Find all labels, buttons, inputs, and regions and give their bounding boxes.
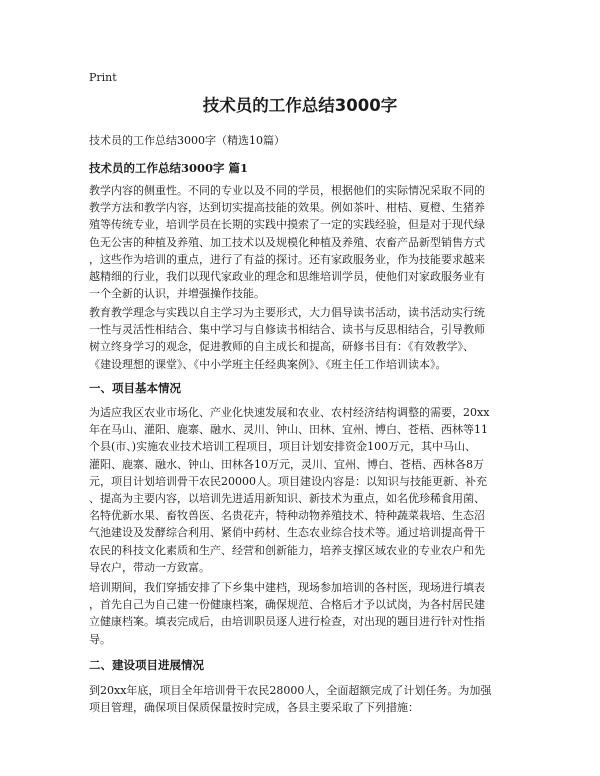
text-line: 教学方法和教学内容，达到切实提高技能的效果。例如茶叶、柑桔、夏橙、生猪养 — [89, 201, 485, 215]
section-heading-3: 二、建设项目进展情况 — [89, 658, 204, 672]
text-line: 立健康档案。填表完成后，由培训职员逐人进行检查，对出现的题目进行针对性指 — [89, 615, 485, 629]
text-line: 导农户，带动一方致富。 — [89, 560, 210, 574]
print-link[interactable]: Print — [89, 71, 117, 84]
paragraph-4 — [89, 579, 514, 648]
text-line: 、提高为主要内容，以培训先进适用新知识、新技术为重点，如名优珍稀食用菌、 — [89, 492, 485, 506]
paragraph-5 — [89, 682, 514, 716]
document-subtitle: 技术员的工作总结3000字（精选10篇） — [89, 134, 285, 147]
text-line: ，这些作为培训的重点，进行了有益的探讨。还有家政服务业，作为技能要求越来 — [89, 252, 485, 266]
text-line: ，首先自己为自己建一份健康档案，确保规范、合格后才予以试岗，为各村居民建 — [89, 598, 485, 612]
text-line: 教育教学理念与实践以自主学习为主要形式，大力倡导读书活动，读书活动实行统 — [89, 306, 485, 319]
paragraph-2 — [89, 304, 514, 373]
text-line: 树立终身学习的观念，促进教师的自主成长和提高，研修书目有：《有效教学》、 — [89, 340, 474, 354]
text-line: 一个全新的认识，并增强操作技能。 — [89, 287, 265, 301]
text-line: 色无公害的种植及养殖、加工技术以及规模化种植及养殖、农畜产品新型销售方式 — [89, 235, 485, 249]
text-line: 一性与灵活性相结合、集中学习与自修读书相结合、读书与反思相结合，引导教师 — [89, 323, 485, 337]
text-line: 导。 — [89, 632, 111, 646]
section-heading-2: 一、项目基本情况 — [89, 381, 181, 395]
text-line: 个县(市、)实施农业技术培训工程项目，项目计划安排资金100万元，其中马山、 — [89, 440, 477, 454]
text-line: 《建设理想的课堂》、《中小学班主任经典案例》、《班主任工作培训读本》。 — [89, 357, 447, 371]
text-line: 越精细的行业，我们以现代家政业的理念和思维培训学员，使他们对家政服务业有 — [89, 270, 485, 284]
text-line: 培训期间，我们穿插安排了下乡集中建档，现场参加培训的各村医，现场进行填表 — [89, 581, 485, 594]
text-line: 农民的科技文化素质和生产、经营和创新能力，培养支撑区域农业的专业农户和先 — [89, 543, 485, 557]
text-line: 为适应我区农业市场化、产业化快速发展和农业、农村经济结构调整的需要，20xx — [89, 406, 490, 419]
section-heading-1: 技术员的工作总结3000字 篇1 — [89, 161, 249, 175]
page-title: 技术员的工作总结3000字 — [202, 96, 398, 115]
text-line: 殖等传统专业，培训学员在长期的实践中摸索了一定的实践经验，但是对于现代绿 — [89, 218, 485, 232]
text-line: 教学内容的侧重性。不同的专业以及不同的学员，根据他们的实际情况采取不同的 — [89, 184, 485, 197]
paragraph-1 — [89, 182, 514, 302]
text-line: 项目管理，确保项目保质保量按时完成，各县主要采取了下列措施： — [89, 701, 419, 715]
text-line: 名特优新水果、畜牧兽医、名贵花卉，特种动物养殖技术、特种蔬菜栽培、生态沼 — [89, 509, 485, 523]
text-line: 到20xx年底，项目全年培训骨干农民28000人，全面超额完成了计划任务。为加强 — [89, 684, 492, 697]
paragraph-3 — [89, 404, 514, 576]
text-line: 气池建设及发酵综合利用、紧俏中药材、生态农业综合技术等。通过培训提高骨干 — [89, 526, 485, 540]
text-line: 元，项目计划培训骨干农民20000人。项目建设内容是：以知识与技能更新、补充 — [89, 474, 487, 488]
text-line: 年在马山、灌阳、鹿寨、融水、灵川、钟山、田林、宜州、博白、苍梧、西林等11 — [89, 423, 488, 437]
text-line: 灌阳、鹿寨、融水、钟山、田林各10万元，灵川、宜州、博白、苍梧、西林各8万 — [89, 457, 484, 471]
